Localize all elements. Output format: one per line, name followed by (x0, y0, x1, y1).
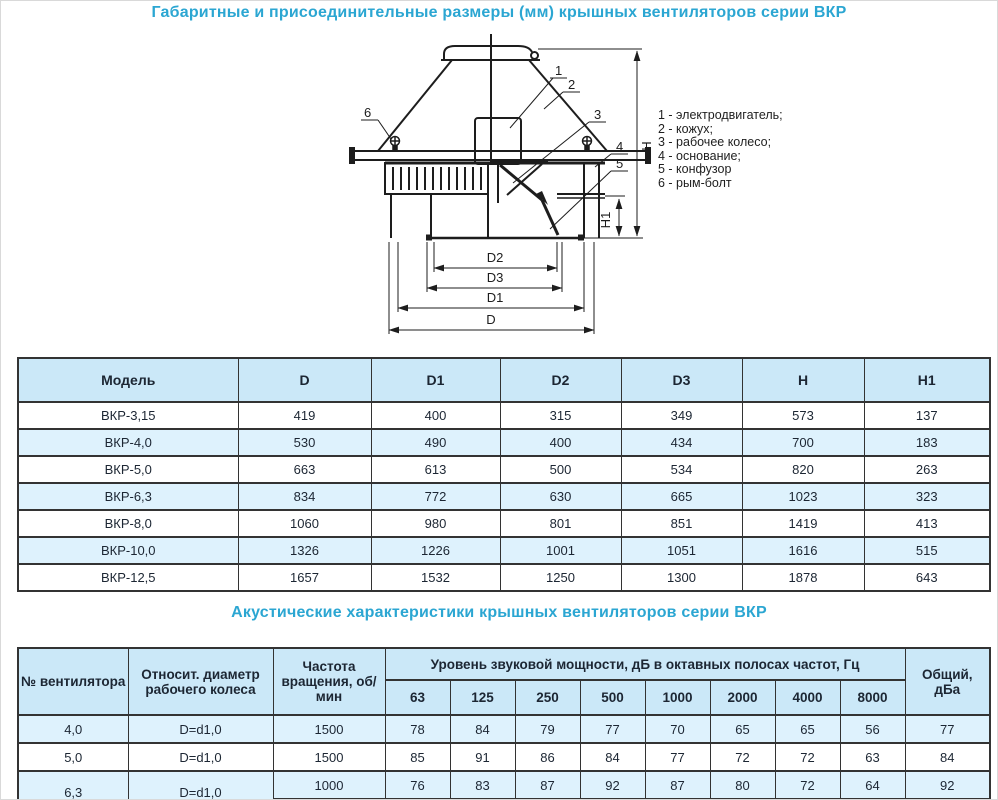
cell: 78 (385, 715, 450, 743)
cell: ВКР-5,0 (18, 456, 238, 483)
cell: 1001 (500, 537, 621, 564)
cell: 72 (775, 743, 840, 771)
fan-impeller (490, 162, 558, 235)
legend-item: 1 - электродвигатель; (658, 108, 783, 122)
table-row (18, 537, 990, 564)
fan-legs (391, 194, 488, 238)
cell: 801 (500, 510, 621, 537)
cell: 91 (450, 743, 515, 771)
cell: 490 (371, 429, 500, 456)
legend-item: 2 - кожух; (658, 121, 713, 136)
cell: 1023 (742, 483, 864, 510)
fan-drawing (331, 29, 661, 349)
cell: 72 (775, 771, 840, 799)
cell: 263 (864, 456, 990, 483)
dim-label-d3: D3 (486, 270, 504, 285)
cell: 79 (515, 715, 580, 743)
dim-label-d2: D2 (486, 250, 504, 265)
cell: 700 (742, 429, 864, 456)
table-header-row (18, 648, 990, 680)
column-header: Модель (18, 358, 238, 402)
legend-item: 3 - рабочее колесо; (658, 135, 772, 150)
cell: 72 (710, 743, 775, 771)
freq-header: 8000 (840, 680, 905, 715)
fan-motor (475, 118, 521, 164)
cell: 84 (580, 743, 645, 771)
legend-item: 6 - рым-болт (658, 175, 732, 190)
cell: 834 (238, 483, 371, 510)
freq-header: 2000 (710, 680, 775, 715)
cell: 630 (500, 483, 621, 510)
cell: 1500 (273, 743, 385, 771)
cell: 77 (645, 743, 710, 771)
callout-6: 6 (364, 105, 372, 120)
cell: 85 (385, 743, 450, 771)
cell: 980 (371, 510, 500, 537)
cell: ВКР-12,5 (18, 564, 238, 591)
column-header: D2 (500, 358, 621, 402)
cell: 84 (905, 743, 990, 771)
freq-header: 1000 (645, 680, 710, 715)
freq-header: 500 (580, 680, 645, 715)
table-row (18, 483, 990, 510)
cell: 663 (238, 456, 371, 483)
callout-3: 3 (594, 107, 602, 122)
cell: 851 (621, 510, 742, 537)
cell: 76 (385, 771, 450, 799)
cell: 65 (710, 715, 775, 743)
cell: 87 (515, 771, 580, 799)
page-title: Габаритные и присоединительные размеры (мм) крышных вентиляторов серии ВКР (151, 4, 847, 21)
freq-header: 125 (450, 680, 515, 715)
parts-legend (658, 109, 783, 191)
cell: 400 (371, 402, 500, 429)
cell: 1000 (273, 771, 385, 799)
cell: 137 (864, 402, 990, 429)
cell: ВКР-4,0 (18, 429, 238, 456)
table-row (18, 771, 990, 799)
cell: 5,0 (18, 743, 128, 771)
section-title: Акустические характеристики крышных вентиляторов серии ВКР (231, 604, 767, 621)
cell: 56 (840, 715, 905, 743)
legend-item: 5 - конфузор (658, 162, 732, 177)
freq-header: 4000 (775, 680, 840, 715)
cell: ВКР-3,15 (18, 402, 238, 429)
cell: 323 (864, 483, 990, 510)
column-header: H (742, 358, 864, 402)
cell: 772 (371, 483, 500, 510)
column-header: D (238, 358, 371, 402)
column-header: H1 (864, 358, 990, 402)
column-header-fan-number: № вентилятора (18, 648, 128, 715)
cell: 1326 (238, 537, 371, 564)
dimensions-table (17, 357, 991, 592)
table-row (18, 429, 990, 456)
cell: 573 (742, 402, 864, 429)
cell: 349 (621, 402, 742, 429)
column-header-sound-power: Уровень звуковой мощности, дБ в октавных полосах частот, Гц (385, 648, 905, 680)
cell: 434 (621, 429, 742, 456)
column-header-total: Общий, дБа (905, 648, 990, 715)
cell: D=d1,0 (128, 771, 273, 800)
cell: 1300 (621, 564, 742, 591)
cell: 6,3 (18, 771, 128, 800)
callout-2: 2 (568, 77, 576, 92)
cell: 643 (864, 564, 990, 591)
cell: 83 (450, 771, 515, 799)
cell: 87 (645, 771, 710, 799)
cell: 1878 (742, 564, 864, 591)
cell: 77 (905, 715, 990, 743)
callout-leaders (361, 78, 628, 229)
acoustic-table (17, 647, 991, 800)
cell: 1226 (371, 537, 500, 564)
callout-1: 1 (555, 63, 563, 78)
cell: 665 (621, 483, 742, 510)
cell: 515 (864, 537, 990, 564)
cell: 70 (645, 715, 710, 743)
cell: 84 (450, 715, 515, 743)
dimension-labels (486, 141, 654, 327)
cell: D=d1,0 (128, 743, 273, 771)
cell: 1657 (238, 564, 371, 591)
cell: 534 (621, 456, 742, 483)
cell: 86 (515, 743, 580, 771)
cell: 413 (864, 510, 990, 537)
freq-header: 63 (385, 680, 450, 715)
column-header: D3 (621, 358, 742, 402)
column-header-speed: Частота вращения, об/мин (273, 648, 385, 715)
dim-label-d1: D1 (486, 290, 504, 305)
cell: 80 (710, 771, 775, 799)
cell: 1250 (500, 564, 621, 591)
table-row (18, 510, 990, 537)
cell: 65 (775, 715, 840, 743)
fan-base-plate (427, 236, 583, 240)
eye-bolt-left (390, 136, 400, 151)
cell: 500 (500, 456, 621, 483)
cell: 419 (238, 402, 371, 429)
cell: ВКР-6,3 (18, 483, 238, 510)
table-row (18, 456, 990, 483)
cell: 1500 (273, 715, 385, 743)
column-header: D1 (371, 358, 500, 402)
cell: 400 (500, 429, 621, 456)
cell: 92 (905, 771, 990, 799)
cell: 613 (371, 456, 500, 483)
dim-label-d: D (486, 312, 496, 327)
cell: ВКР-8,0 (18, 510, 238, 537)
column-header-diameter: Относит. диаметр рабочего колеса (128, 648, 273, 715)
dim-label-h: H (639, 141, 654, 151)
table-row (18, 743, 990, 771)
cell: 77 (580, 715, 645, 743)
cell: 63 (840, 743, 905, 771)
callout-5: 5 (616, 156, 624, 171)
table-header-row (18, 358, 990, 402)
cell: 92 (580, 771, 645, 799)
cell: 820 (742, 456, 864, 483)
legend-item: 4 - основание; (658, 148, 741, 163)
fan-base-louvers (385, 163, 601, 194)
cell: ВКР-10,0 (18, 537, 238, 564)
freq-header: 250 (515, 680, 580, 715)
dim-label-h1: H1 (598, 211, 613, 229)
cell: 315 (500, 402, 621, 429)
cell: 1616 (742, 537, 864, 564)
table-row (18, 402, 990, 429)
callout-4: 4 (616, 139, 624, 154)
cell: 64 (840, 771, 905, 799)
cell: 1419 (742, 510, 864, 537)
table-row (18, 564, 990, 591)
cell: D=d1,0 (128, 715, 273, 743)
table-row (18, 715, 990, 743)
cell: 1060 (238, 510, 371, 537)
cell: 530 (238, 429, 371, 456)
cell: 183 (864, 429, 990, 456)
cell: 1532 (371, 564, 500, 591)
cell: 1051 (621, 537, 742, 564)
cell: 4,0 (18, 715, 128, 743)
eye-bolt-right (582, 136, 592, 151)
